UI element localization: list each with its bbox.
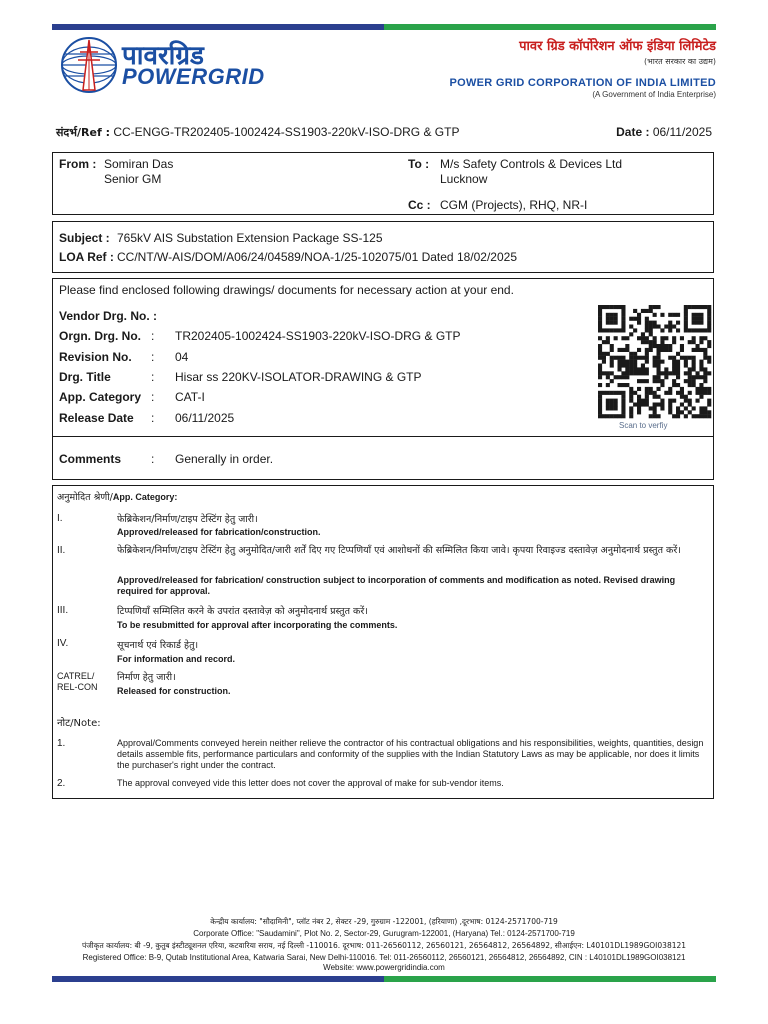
field-value-release-date: 06/11/2025 [175,411,235,425]
footer-hindi-office: केन्द्रीय कार्यालय: "सौदामिनी", प्लॉट नंबर 2, सेक्टर -29, गुरुग्राम -122001, (हरियाणा) ,दूरभाष: 0124-2571700-719 [210,917,558,926]
to-line1: M/s Safety Controls & Devices Ltd [440,157,623,171]
category-hindi: फेब्रिकेशन/निर्माण/टाइप टेस्टिंग हेतु अनुमोदित/जारी शर्तें दिए गए टिप्पणियाँ एवं आशोधनों की सम्मिलित किया जावे। कृपया रिवाइज्ड दस्तावेज़ अनुमोदनार्थ प्रस्तुत करें। [117,545,681,556]
ref-label: संदर्भ/Ref : [56,126,110,139]
category-heading: अनुमोदित श्रेणी/App. Category: [57,492,178,503]
date-block [616,125,712,139]
top-color-bar [52,24,716,30]
company-name-english: POWER GRID CORPORATION OF INDIA LIMITED [449,77,716,89]
date-value: 06/11/2025 [652,125,712,139]
comments-colon: : [151,452,155,466]
comments-divider [53,436,713,437]
date-label: Date : [616,125,650,139]
field-value-orgn: TR202405-1002424-SS1903-220kV-ISO-DRG & GTP [175,329,461,343]
logo-hindi-text: पावरग्रिड [122,41,204,71]
footer-corporate-office: Corporate Office: "Saudamini", Plot No. 2, Sector-29, Gurugram-122001, (Haryana) Tel.: 0124-2571700-719 [193,929,575,938]
footer-website: Website: www.powergridindia.com [323,963,445,972]
field-colon: : [151,350,155,364]
intro-text: Please find enclosed following drawings/ documents for necessary action at your end. [59,283,514,297]
field-label-vendor: Vendor Drg. No. : [59,309,158,323]
category-english: Released for construction. [117,686,231,696]
note-num: 2. [57,778,66,789]
company-sub-english: (A Government of India Enterprise) [592,90,716,99]
approval-category-box [52,485,714,799]
from-title: Senior GM [104,172,162,186]
note-text: The approval conveyed vide this letter does not cover the approval of make for sub-vendor items. [117,778,504,788]
category-num: I. [57,513,63,524]
field-value-category: CAT-I [175,390,205,404]
field-label-category: App. Category [59,390,142,404]
bottom-color-bar [52,976,716,982]
category-num: II. [57,545,66,556]
subject-value: 765kV AIS Substation Extension Package SS-125 [117,231,383,245]
category-num: III. [57,605,69,616]
from-label: From : [59,157,97,171]
field-colon: : [151,329,155,343]
to-label: To : [408,157,430,171]
field-colon: : [151,370,155,384]
field-label-orgn: Orgn. Drg. No. [59,329,141,343]
to-line2: Lucknow [440,172,488,186]
qr-caption: Scan to verfiy [619,421,668,430]
category-hindi: सूचनार्थ एवं रिकार्ड हेतु। [117,640,199,651]
loa-value: CC/NT/W-AIS/DOM/A06/24/04589/NOA-1/25-102075/01 Dated 18/02/2025 [117,250,518,264]
category-english: To be resubmitted for approval after incorporating the comments. [117,620,398,630]
powergrid-logo [60,36,265,94]
field-value-revision: 04 [175,350,189,364]
field-label-release-date: Release Date [59,411,134,425]
category-english: For information and record. [117,654,236,664]
drawing-details-box [52,278,714,480]
cc-label: Cc : [408,198,431,212]
note-text: Approval/Comments conveyed herein neither relieve the contractor of his contractual obligations and his responsibilities, weights, quantities, design details assemble fits, performance particulars and conformity of the supplies with the Indian Statutory Laws as may be applicable, nor does it limits the purchaser's right under the contract. [117,738,704,770]
category-hindi: टिप्पणियाँ सम्मिलित करने के उपरांत दस्तावेज़ को अनुमोदनार्थ प्रस्तुत करें। [117,606,368,617]
company-header [449,36,716,99]
category-english: Approved/released for fabrication/ construction subject to incorporation of comments and modification as noted. Revised drawing required for approval. [117,575,676,596]
category-num: CATREL/ REL-CON [57,671,98,692]
comments-value: Generally in order. [175,452,274,466]
field-label-revision: Revision No. [59,350,132,364]
category-hindi: फेब्रिकेशन/निर्माण/टाइप टेस्टिंग हेतु जारी। [117,514,258,525]
note-num: 1. [57,738,66,749]
company-sub-hindi: (भारत सरकार का उद्यम) [644,57,716,66]
reference-line [56,125,712,140]
category-english: Approved/released for fabrication/construction. [117,527,321,537]
cc-value: CGM (Projects), RHQ, NR-I [440,198,588,212]
qr-code-icon[interactable] [584,303,712,419]
logo-english-text: POWERGRID [122,64,265,89]
company-name-hindi: पावर ग्रिड कॉर्पोरेशन ऑफ इंडिया लिमिटेड [519,39,716,54]
category-num: IV. [57,638,69,649]
footer-registered-office: Registered Office: B-9, Qutab Institutional Area, Katwaria Sarai, New Delhi-110016. Tel: 011-26560112, 26560121, 26564812, 26564892, CIN : L40101DL1989GOI038121 [82,953,686,962]
from-name: Somiran Das [104,157,174,171]
from-to-box [52,152,714,215]
note-heading: नोट/Note: [57,718,101,729]
category-hindi: निर्माण हेतु जारी। [117,672,176,683]
field-colon: : [151,411,155,425]
ref-value: CC-ENGG-TR202405-1002424-SS1903-220kV-ISO-DRG & GTP [113,125,460,139]
loa-label: LOA Ref : [59,250,114,264]
field-value-title: Hisar ss 220KV-ISOLATOR-DRAWING & GTP [175,370,422,384]
footer-hindi-registered: पंजीकृत कार्यालय: बी -9, कुतुब इंस्टीट्यूशनल एरिया, कटवारिया सराय, नई दिल्ली -110016. दूरभाष: 011-26560112, 26560121, 26564812, 26564892, सीआईएन: L40101DL1989GOI038121 [81,941,687,950]
comments-label: Comments [59,452,122,466]
field-colon: : [151,390,155,404]
field-label-title: Drg. Title [59,370,111,384]
subject-box [52,221,714,273]
subject-label: Subject : [59,231,110,245]
tower-globe-icon [60,36,118,94]
